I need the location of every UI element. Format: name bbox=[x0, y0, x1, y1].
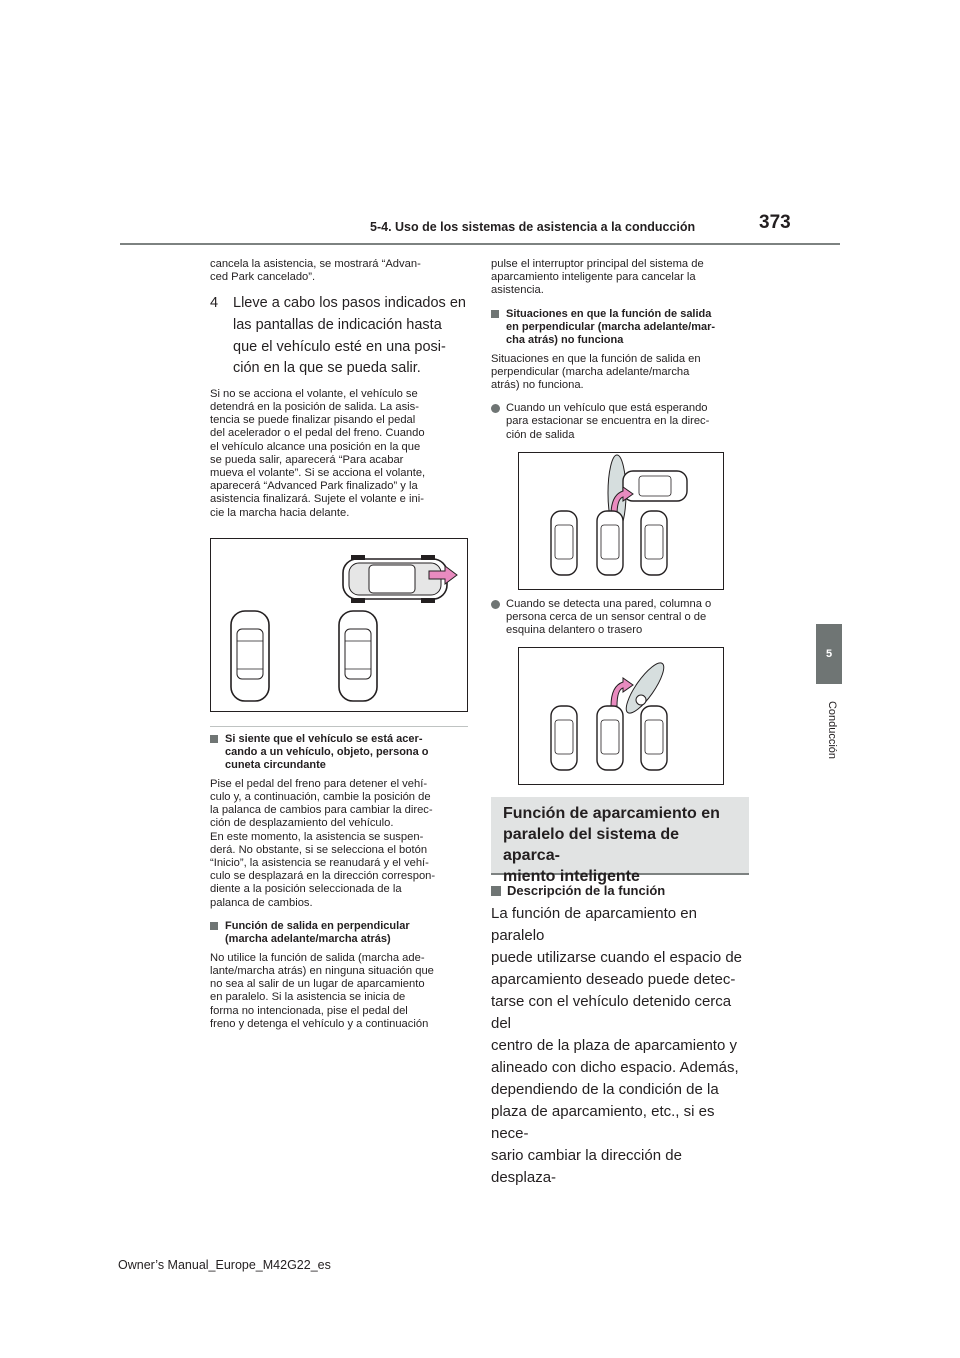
description-heading: Descripción de la función bbox=[491, 883, 751, 899]
description-paragraph bbox=[491, 903, 751, 1189]
text-line: dependiendo de la condición de la bbox=[491, 1081, 719, 1099]
parked-car-right bbox=[339, 611, 377, 701]
intro-paragraph bbox=[210, 258, 470, 284]
text-line: derá. No obstante, si se selecciona el botón bbox=[210, 843, 428, 856]
text-line: tencia se puede finalizar pisando el pedal bbox=[210, 414, 416, 427]
text-line: La función de aparcamiento en paralelo bbox=[491, 905, 697, 945]
text-line: palanca de cambios. bbox=[210, 896, 313, 909]
obstacle-diagram bbox=[519, 648, 723, 784]
text-line: esquina delantero o trasero bbox=[506, 624, 643, 637]
waiting-vehicle-diagram bbox=[519, 453, 723, 589]
text-line: alineado con dicho espacio. Además, bbox=[491, 1059, 739, 1077]
text-line: miento inteligente bbox=[503, 868, 640, 886]
text-line: pulse el interruptor principal del sistema de bbox=[491, 258, 704, 270]
parked-car-3 bbox=[641, 511, 667, 575]
text-line: en perpendicular (marcha adelante/mar- bbox=[506, 320, 716, 333]
text-line: Si no se acciona el volante, el vehículo se bbox=[210, 387, 418, 400]
text-line: Situaciones en que la función de salida bbox=[506, 307, 712, 320]
text-line: freno y detenga el vehículo y a continuación bbox=[210, 1017, 429, 1030]
step-4 bbox=[210, 293, 470, 379]
text-line: del acelerador o el pedal del freno. Cuando bbox=[210, 427, 425, 440]
bullet-wall-detected bbox=[491, 598, 751, 638]
chapter-tab: 5 bbox=[816, 624, 842, 684]
text-line: mueva el volante”. Si se acciona el volante, bbox=[210, 467, 426, 479]
chapter-label: Conducción bbox=[826, 700, 838, 760]
text-line: paralelo del sistema de aparca- bbox=[503, 826, 680, 865]
text-line: “Inicio”, la asistencia se reanudará y el vehí- bbox=[210, 857, 429, 870]
approach-paragraph bbox=[210, 778, 470, 910]
car-exit-diagram bbox=[211, 539, 467, 711]
text-line: se pueda salir, aparecerá “Para acabar bbox=[210, 453, 404, 466]
text-line: cancela la asistencia, se mostrará “Advan- bbox=[210, 258, 421, 270]
continuation-paragraph bbox=[491, 258, 751, 298]
text-line: Cuando un vehículo que está esperando bbox=[506, 402, 708, 415]
footer-text: Owner’s Manual_Europe_M42G22_es bbox=[118, 1258, 331, 1272]
text-line: atrás) no funciona. bbox=[491, 379, 584, 392]
text-line: detendrá en la posición de salida. La asis- bbox=[210, 400, 419, 413]
parked-car-2 bbox=[597, 511, 623, 575]
text-line: aparcamiento inteligente para cancelar la bbox=[491, 271, 696, 284]
text-line: En este momento, la asistencia se suspen- bbox=[210, 830, 424, 843]
text-line: Función de salida en perpendicular bbox=[225, 919, 410, 932]
text-line: no sea al salir de un lugar de aparcamiento bbox=[210, 978, 425, 991]
text-line: Pise el pedal del freno para detener el vehí- bbox=[210, 777, 428, 790]
text-line: asistencia finalizará. Sujete el volante e ini- bbox=[210, 493, 424, 506]
text-line: centro de la plaza de aparcamiento y bbox=[491, 1037, 737, 1055]
approach-heading bbox=[210, 733, 470, 772]
step-number: 4 bbox=[210, 295, 219, 312]
text-line: cie la marcha hacia delante. bbox=[210, 506, 350, 519]
text-line: Lleve a cabo los pasos indicados en bbox=[233, 295, 466, 312]
text-line: que el vehículo esté en una posi- bbox=[233, 338, 446, 355]
text-line: puede utilizarse cuando el espacio de bbox=[491, 949, 743, 967]
text-line: cando a un vehículo, objeto, persona o bbox=[225, 745, 429, 758]
text-line: tarse con el vehículo detenido cerca del bbox=[491, 993, 732, 1033]
text-line: aparecerá “Advanced Park finalizado” y la bbox=[210, 480, 418, 493]
right-column bbox=[491, 258, 751, 1189]
text-line: perpendicular (marcha adelante/marcha bbox=[491, 365, 690, 378]
text-line: Situaciones en que la función de salida en bbox=[491, 352, 701, 365]
text-line: No utilice la función de salida (marcha ade- bbox=[210, 951, 425, 964]
section-title-box bbox=[491, 797, 749, 886]
text-line: ced Park cancelado”. bbox=[210, 271, 316, 284]
figure-divider bbox=[210, 726, 468, 727]
section-header-title: 5-4. Uso de los sistemas de asistencia a la conducción bbox=[370, 220, 696, 234]
page-number: 373 bbox=[759, 212, 791, 233]
text-line: plaza de aparcamiento, etc., si es nece- bbox=[491, 1103, 715, 1143]
situations-heading bbox=[491, 308, 751, 347]
text-line: Cuando se detecta una pared, columna o bbox=[506, 597, 712, 610]
text-line: (marcha adelante/marcha atrás) bbox=[225, 932, 391, 945]
exit-illustration bbox=[210, 538, 468, 712]
text-line: para estacionar se encuentra en la direc- bbox=[506, 415, 710, 428]
text-line: las pantallas de indicación hasta bbox=[233, 317, 442, 333]
text-line: ción de desplazamiento del vehículo. bbox=[210, 817, 394, 830]
text-line: la palanca de cambios para cambiar la direc- bbox=[210, 804, 433, 817]
exit-paragraph bbox=[210, 952, 470, 1031]
obstacle-illustration bbox=[518, 647, 724, 785]
bullet-waiting-vehicle bbox=[491, 402, 751, 442]
text-line: cuneta circundante bbox=[225, 758, 326, 771]
text-line: asistencia. bbox=[491, 284, 544, 297]
text-line: lante/marcha atrás) en ninguna situación que bbox=[210, 965, 434, 978]
text-line: Función de aparcamiento en bbox=[503, 805, 720, 823]
header-divider bbox=[120, 243, 840, 245]
text-line: diente a la posición seleccionada de la bbox=[210, 883, 402, 896]
waiting-vehicle-illustration bbox=[518, 452, 724, 590]
step-4-note bbox=[210, 388, 470, 520]
text-line: sario cambiar la dirección de desplaza- bbox=[491, 1147, 682, 1187]
text-line: aparcamiento deseado puede detec- bbox=[491, 971, 736, 989]
parked-car-1 bbox=[551, 706, 577, 770]
text-line: en paralelo. Si la asistencia se inicia de bbox=[210, 991, 406, 1004]
parked-car-left bbox=[231, 611, 269, 701]
text-line: el vehículo alcance una posición en la que bbox=[210, 440, 421, 453]
text-line: cha atrás) no funciona bbox=[506, 333, 624, 346]
text-line: culo y, a continuación, cambie la posición de bbox=[210, 791, 431, 804]
exit-heading bbox=[210, 920, 470, 946]
left-column bbox=[210, 258, 470, 1031]
text-line: persona cerca de un sensor central o de bbox=[506, 611, 707, 624]
waiting-car bbox=[623, 471, 687, 501]
text-line: forma no intencionada, pise el pedal del bbox=[210, 1004, 408, 1017]
text-line: ción en la que se pueda salir. bbox=[233, 360, 421, 377]
parked-car-1 bbox=[551, 511, 577, 575]
text-line: culo se desplazará en la dirección correspon- bbox=[210, 870, 436, 883]
text-line: Si siente que el vehículo se está acer- bbox=[225, 732, 423, 745]
parked-car-3 bbox=[641, 706, 667, 770]
situations-paragraph bbox=[491, 353, 751, 393]
text-line: ción de salida bbox=[506, 428, 575, 441]
parked-car-2 bbox=[597, 706, 623, 770]
